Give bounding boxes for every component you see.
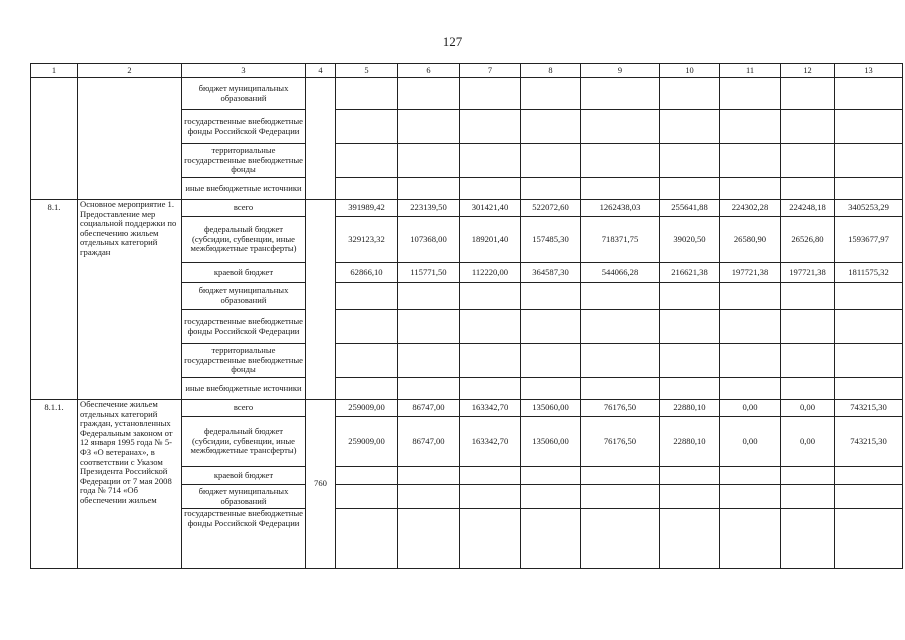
empty-cell <box>31 78 78 200</box>
value-cell: 157485,30 <box>521 217 581 263</box>
source-total: всего <box>182 200 306 217</box>
value-cell: 391989,42 <box>336 200 398 217</box>
col4-code: 760 <box>306 400 336 569</box>
value-cell: 197721,38 <box>720 263 781 283</box>
source-regional: краевой бюджет <box>182 467 306 485</box>
page-number: 127 <box>442 34 463 49</box>
value-cell: 197721,38 <box>781 263 835 283</box>
empty-cell <box>306 200 336 400</box>
value-cell: 718371,75 <box>581 217 660 263</box>
col-header: 11 <box>720 64 781 78</box>
value-cell: 259009,00 <box>336 417 398 467</box>
empty-cell <box>78 78 182 200</box>
source-municipal: бюджет муниципальных образований <box>182 485 306 509</box>
value-cell: 544066,28 <box>581 263 660 283</box>
value-cell: 3405253,29 <box>835 200 903 217</box>
value-cell: 1593677,97 <box>835 217 903 263</box>
value-cell: 39020,50 <box>660 217 720 263</box>
col-header: 2 <box>78 64 182 78</box>
value-cell: 329123,32 <box>336 217 398 263</box>
row-code: 8.1. <box>31 200 78 400</box>
col-header: 5 <box>336 64 398 78</box>
source-other: иные внебюджетные источники <box>182 378 306 400</box>
value-cell: 216621,38 <box>660 263 720 283</box>
table-row <box>31 200 903 217</box>
value-cell: 743215,30 <box>835 400 903 417</box>
col-header: 7 <box>460 64 521 78</box>
source-municipal: бюджет муниципальных образований <box>182 283 306 310</box>
value-cell: 76176,50 <box>581 400 660 417</box>
source-federal: федеральный бюджет (субсидии, субвенции, иные межбюджетные трансферты) <box>182 217 306 263</box>
col-header: 9 <box>581 64 660 78</box>
value-cell: 107368,00 <box>398 217 460 263</box>
source-other: иные внебюджетные источники <box>182 178 306 200</box>
col-header: 1 <box>31 64 78 78</box>
value-cell: 115771,50 <box>398 263 460 283</box>
source-federal: федеральный бюджет (субсидии, субвенции, иные межбюджетные трансферты) <box>182 417 306 467</box>
source-state-funds: государственные внебюджетные фонды Российской Федерации <box>182 509 306 569</box>
empty-cell <box>306 78 336 200</box>
value-cell: 255641,88 <box>660 200 720 217</box>
header-row <box>31 64 903 78</box>
col-header: 8 <box>521 64 581 78</box>
value-cell: 163342,70 <box>460 400 521 417</box>
source-municipal: бюджет муниципальных образований <box>182 78 306 110</box>
col-header: 3 <box>182 64 306 78</box>
value-cell: 112220,00 <box>460 263 521 283</box>
value-cell: 189201,40 <box>460 217 521 263</box>
col-header: 4 <box>306 64 336 78</box>
value-cell: 135060,00 <box>521 417 581 467</box>
row-name: Обеспечение жильем отдельных категорий граждан, установленных Федеральным законом от 12 января 1995 года № 5-ФЗ «О ветеранах», в соответствии с Указом Президента Российской Федерации от 7 мая 2008 года № 714 «Об обеспечении жильем <box>78 400 182 569</box>
value-cell: 22880,10 <box>660 400 720 417</box>
col-header: 13 <box>835 64 903 78</box>
value-cell: 743215,30 <box>835 417 903 467</box>
value-cell: 62866,10 <box>336 263 398 283</box>
value-cell: 224302,28 <box>720 200 781 217</box>
value-cell: 0,00 <box>781 417 835 467</box>
value-cell: 1262438,03 <box>581 200 660 217</box>
value-cell: 259009,00 <box>336 400 398 417</box>
value-cell: 135060,00 <box>521 400 581 417</box>
value-cell: 76176,50 <box>581 417 660 467</box>
col-header: 10 <box>660 64 720 78</box>
value-cell: 0,00 <box>781 400 835 417</box>
row-name: Основное мероприятие 1. Предоставление мер социальной поддержки по обеспечению жильем отдельных категорий граждан <box>78 200 182 400</box>
value-cell: 26526,80 <box>781 217 835 263</box>
value-cell: 0,00 <box>720 417 781 467</box>
value-cell: 22880,10 <box>660 417 720 467</box>
source-total: всего <box>182 400 306 417</box>
col-header: 6 <box>398 64 460 78</box>
value-cell: 364587,30 <box>521 263 581 283</box>
budget-table <box>30 63 903 569</box>
value-cell: 0,00 <box>720 400 781 417</box>
value-cell: 224248,18 <box>781 200 835 217</box>
source-state-funds: государственные внебюджетные фонды Российской Федерации <box>182 310 306 344</box>
value-cell: 301421,40 <box>460 200 521 217</box>
value-cell: 522072,60 <box>521 200 581 217</box>
source-regional: краевой бюджет <box>182 263 306 283</box>
value-cell: 86747,00 <box>398 417 460 467</box>
value-cell: 163342,70 <box>460 417 521 467</box>
row-code: 8.1.1. <box>31 400 78 569</box>
source-state-funds: государственные внебюджетные фонды Российской Федерации <box>182 110 306 144</box>
source-territorial: территориальные государственные внебюджетные фонды <box>182 344 306 378</box>
value-cell: 1811575,32 <box>835 263 903 283</box>
col-header: 12 <box>781 64 835 78</box>
value-cell: 223139,50 <box>398 200 460 217</box>
source-territorial: территориальные государственные внебюджетные фонды <box>182 144 306 178</box>
value-cell: 86747,00 <box>398 400 460 417</box>
value-cell: 26580,90 <box>720 217 781 263</box>
table-row <box>31 78 903 110</box>
table-row <box>31 400 903 417</box>
